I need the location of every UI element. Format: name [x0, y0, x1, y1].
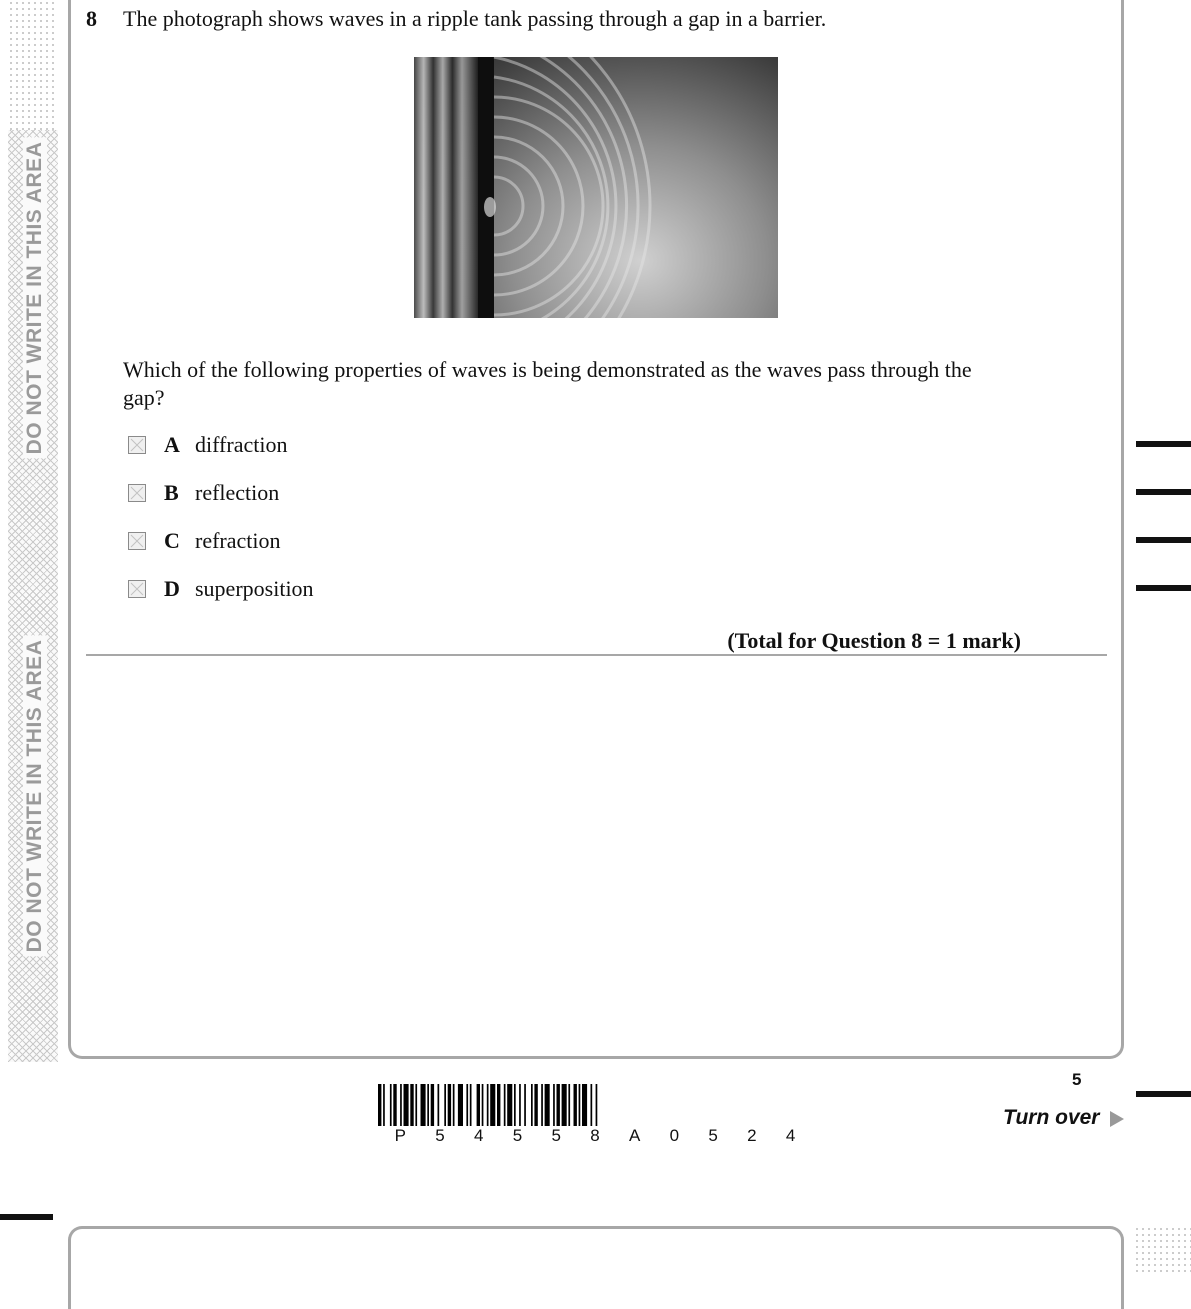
turn-over-arrow-icon [1110, 1111, 1124, 1127]
option-a[interactable] [128, 431, 287, 459]
option-text: superposition [195, 576, 314, 601]
option-text: diffraction [195, 432, 288, 457]
barcode-digit: 4 [474, 1126, 484, 1145]
barcode-digit: A [629, 1126, 641, 1145]
answer-checkbox[interactable] [128, 484, 146, 502]
answer-checkbox[interactable] [128, 580, 146, 598]
barcode-digit: 2 [747, 1126, 757, 1145]
barcode-digit: 5 [708, 1126, 718, 1145]
option-letter: B [164, 480, 179, 505]
barcode-digit: 5 [551, 1126, 561, 1145]
next-page-frame [68, 1226, 1124, 1309]
registration-mark [1136, 585, 1191, 591]
barcode-digits [380, 1126, 810, 1146]
margin-warning-top: DO NOT WRITE IN THIS AREA [23, 138, 47, 459]
option-text: refraction [195, 528, 281, 553]
turn-over-label: Turn over [1003, 1106, 1100, 1129]
barcode-digit: 5 [435, 1126, 445, 1145]
option-text: reflection [195, 480, 280, 505]
option-letter: A [164, 432, 180, 457]
margin-dots-top [8, 0, 58, 130]
question-divider [86, 654, 1107, 656]
registration-mark [1136, 1091, 1191, 1097]
option-c[interactable] [128, 527, 281, 555]
question-prompt: Which of the following properties of waves is being demonstrated as the waves pass through the gap? [123, 357, 972, 410]
barcode [378, 1084, 812, 1126]
ripple-tank-illustration [414, 57, 778, 318]
registration-mark [1136, 537, 1191, 543]
option-d[interactable] [128, 575, 314, 603]
option-letter: D [164, 576, 180, 601]
margin-warning-bottom: DO NOT WRITE IN THIS AREA [23, 636, 47, 957]
page-number: 5 [1072, 1070, 1082, 1089]
answer-checkbox[interactable] [128, 436, 146, 454]
barcode-digit: 5 [512, 1126, 523, 1145]
question-stem: The photograph shows waves in a ripple tank passing through a gap in a barrier. [123, 6, 827, 31]
barcode-digit: 4 [785, 1126, 796, 1145]
answer-checkbox[interactable] [128, 532, 146, 550]
option-b[interactable] [128, 479, 279, 507]
barcode-digit: 0 [669, 1126, 680, 1145]
question-number: 8 [86, 6, 97, 31]
question-total: (Total for Question 8 = 1 mark) [727, 628, 1021, 653]
registration-mark [1136, 489, 1191, 495]
option-letter: C [164, 528, 180, 553]
barcode-digit: P [394, 1126, 406, 1145]
ripple-tank-photo [414, 57, 778, 318]
registration-mark [1136, 441, 1191, 447]
barcode-digit: 8 [590, 1126, 600, 1145]
registration-mark [0, 1214, 53, 1220]
margin-dots-bottom [1134, 1226, 1191, 1272]
